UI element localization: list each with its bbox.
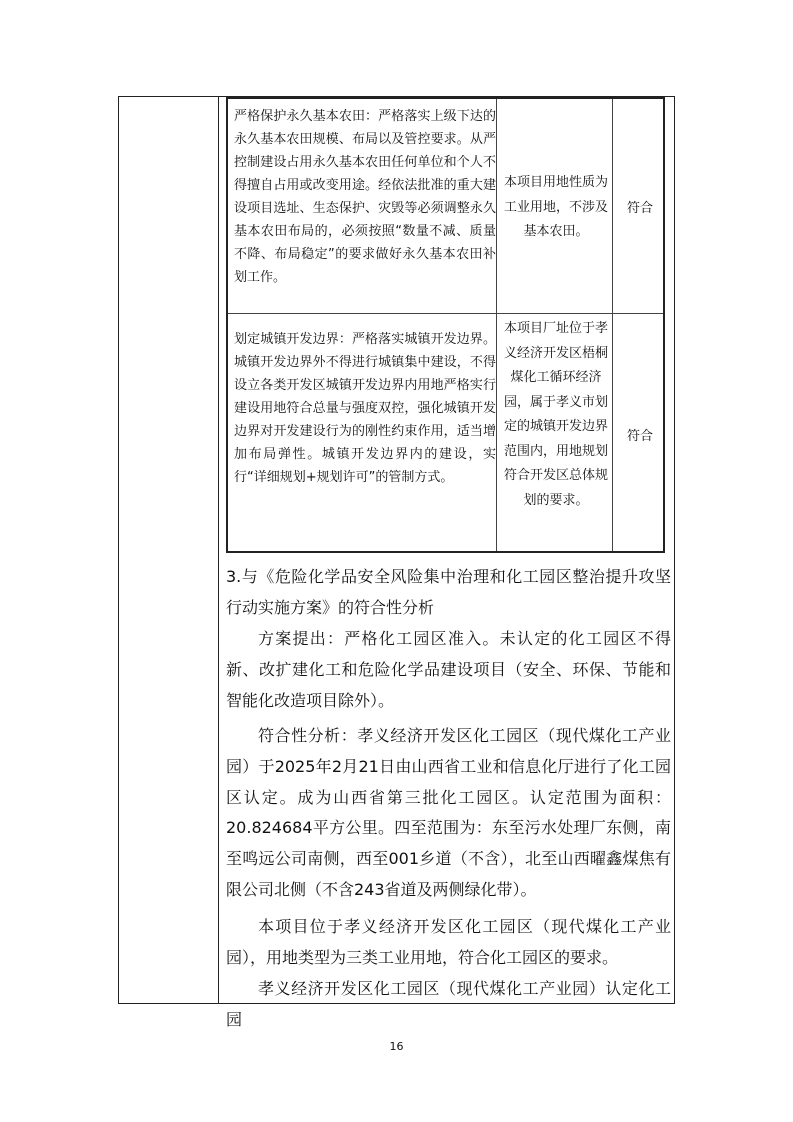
section-heading: 3.与《危险化学品安全风险集中治理和化工园区整治提升攻坚行动实施方案》的符合性分析 [226, 567, 671, 617]
compliance-table [226, 97, 665, 553]
paragraph-project: 本项目位于孝义经济开发区化工园区（现代煤化工产业园），用地类型为三类工业用地，符合化工园区的要求。 [226, 917, 671, 967]
row1-analysis: 本项目用地性质为工业用地，不涉及基本农田。 [503, 175, 608, 239]
row2-requirement: 划定城镇开发边界：严格落实城镇开发边界。城镇开发边界外不得进行城镇集中建设，不得设立各类开发区城镇开发边界内用地严格实行建设用地符合总量与强度双控，强化城镇开发边界对开发建设行为的刚性约束作用，适当增加布局弹性。城镇开发边界内的建设，实行“详细规划+规划许可”的管制方式。 [234, 332, 496, 485]
row1-requirement: 严格保护永久基本农田：严格落实上级下达的永久基本农田规模、布局以及管控要求。从严控制建设占用永久基本农田任何单位和个人不得擅自占用或改变用途。经依法批准的重大建设项目选址、生态保护、灾毁等必须调整永久基本农田布局的，必须按照“数量不减、质量不降、布局稳定”的要求做好永久基本农田补划工作。 [234, 109, 496, 285]
paragraph-analysis: 符合性分析：孝义经济开发区化工园区（现代煤化工产业园）于2025年2月21日由山西省工业和信息化厅进行了化工园区认定。成为山西省第三批化工园区。认定范围为面积：20.824684平方公里。四至范围为：东至污水处理厂东侧，南至鸣远公司南侧，西至001乡道（不含），北至山西曜鑫煤焦有限公司北侧（不含243省道及两侧绿化带）。 [226, 726, 671, 899]
outer-table-column-divider [218, 96, 219, 1004]
paragraph-plan: 方案提出：严格化工园区准入。未认定的化工园区不得新、改扩建化工和危险化学品建设项目（安全、环保、节能和智能化改造项目除外）。 [226, 629, 671, 710]
row1-verdict: 符合 [626, 201, 653, 216]
row-divider [228, 313, 663, 314]
column-divider-2 [612, 99, 613, 551]
page-number: 16 [389, 1040, 404, 1053]
column-divider-1 [496, 99, 497, 551]
row2-verdict: 符合 [626, 429, 653, 444]
paragraph-continued: 孝义经济开发区化工园区（现代煤化工产业园）认定化工园 [226, 979, 671, 1029]
row2-analysis: 本项目厂址位于孝义经济开发区梧桐煤化工循环经济园，属于孝义市划定的城镇开发边界范围内，用地规划符合开发区总体规划的要求。 [503, 321, 608, 508]
